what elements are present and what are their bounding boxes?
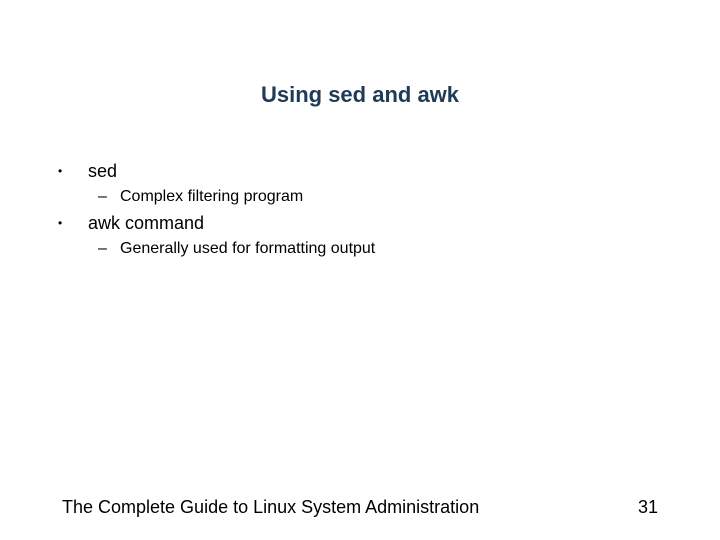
sub-bullet-row <box>58 236 678 262</box>
bullet-list <box>58 158 678 262</box>
dash-icon: – <box>98 188 107 205</box>
bullet-item-sed <box>58 158 678 210</box>
footer-text: The Complete Guide to Linux System Administration <box>62 497 480 517</box>
sub-bullet-label: Generally used for formatting output <box>120 240 376 257</box>
sub-bullet-label: Complex filtering program <box>120 188 304 205</box>
sub-bullet-row <box>58 184 678 210</box>
slide-title: Using sed and awk <box>260 82 460 107</box>
bullet-dot-icon: • <box>58 164 63 178</box>
dash-icon: – <box>98 240 107 257</box>
bullet-item-awk <box>58 210 678 262</box>
bullet-label: sed <box>88 161 118 181</box>
bullet-row <box>58 158 678 184</box>
bullet-row <box>58 210 678 236</box>
page-number: 31 <box>637 497 658 517</box>
bullet-dot-icon: • <box>58 216 63 230</box>
bullet-label: awk command <box>88 213 205 233</box>
